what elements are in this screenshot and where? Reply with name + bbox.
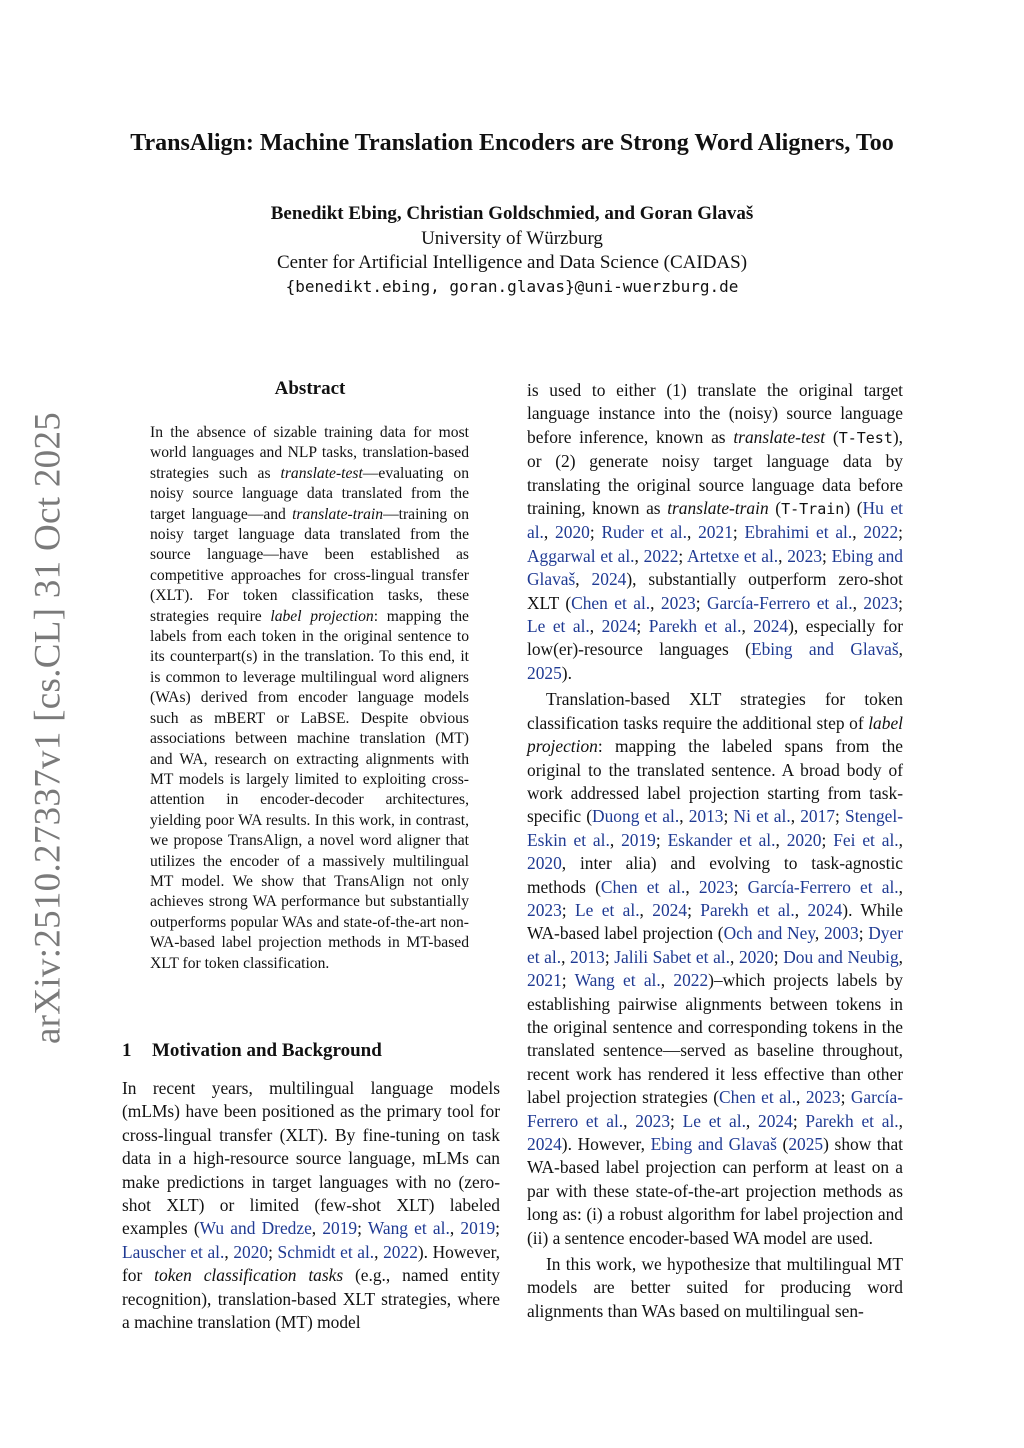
section-heading — [122, 1040, 382, 1062]
citation-link[interactable]: 2024 — [753, 616, 789, 637]
citation-link[interactable]: 2023 — [698, 876, 734, 897]
citation-link[interactable]: Och and Ney — [723, 923, 815, 944]
body-text: , — [575, 569, 592, 590]
citation-link[interactable]: 2020 — [786, 829, 822, 850]
citation-link[interactable]: García-Ferrero et al. — [527, 1087, 904, 1131]
body-text: ; — [732, 522, 745, 543]
body-text: , — [679, 806, 689, 827]
citation-link[interactable]: 2023 — [787, 545, 823, 566]
citation-link[interactable]: 2024 — [527, 1134, 562, 1154]
body-text: , — [589, 616, 602, 637]
body-text: ). However, for — [122, 1241, 501, 1286]
emphasis-text: token classification tasks — [154, 1265, 344, 1286]
body-text: , — [741, 616, 754, 637]
body-text: , inter alia) and evolving to task-agnostic methods ( — [527, 853, 903, 897]
right-paragraph-1 — [527, 379, 903, 685]
citation-link[interactable]: Fei et al. — [833, 829, 899, 850]
abstract-term: translate-test — [280, 464, 363, 482]
author-email: {benedikt.ebing, goran.glavas}@uni-wuerzburg.de — [285, 277, 739, 296]
citation-link[interactable]: 2021 — [698, 522, 733, 543]
citation-link[interactable]: Hu et al. — [527, 498, 903, 543]
abstract-text: —evaluating on noisy source language data translated from the target language—and — [150, 464, 469, 523]
body-text: , — [374, 1241, 384, 1262]
body-text: ; — [840, 1087, 851, 1108]
body-text: ), or (2) generate noisy target language data by translating the original source language data before training, known as — [527, 426, 904, 519]
affiliation-university: University of Würzburg — [421, 228, 603, 249]
body-text: ) show that WA-based label projection can perform at least on a par with these state-of-the-art projection methods as long as: (i) a robust algorithm for label projection and (ii) a sentence encoder-based WA model are used. — [527, 1134, 903, 1248]
body-text: ; — [835, 806, 846, 827]
body-text: (e.g., named entity recognition), translation-based XLT strategies, where a machine translation (MT) model — [122, 1265, 500, 1333]
citation-link[interactable]: 2023 — [805, 1087, 841, 1108]
body-text: is used to either (1) translate the original target language instance into the (noisy) source language before inference, known as — [527, 380, 903, 447]
body-text: , — [650, 592, 661, 613]
body-text: , — [794, 899, 808, 920]
body-text: , — [898, 1110, 904, 1131]
citation-link[interactable]: Stengel-Eskin et al. — [527, 806, 903, 850]
body-text: , — [639, 899, 653, 920]
body-text: , — [561, 946, 571, 967]
body-text: ; — [561, 970, 575, 991]
citation-link[interactable]: Jalili Sabet et al. — [614, 946, 730, 967]
body-text: : mapping the labeled spans from the original to the translated sentence. A broad body of work addressed label projection starting from task-specific ( — [527, 736, 903, 827]
body-text: ; — [589, 522, 602, 543]
citation-link[interactable]: Lauscher et al. — [122, 1241, 225, 1262]
body-text: , — [852, 522, 864, 543]
body-text: , — [790, 806, 801, 827]
affiliation-center: Center for Artificial Intelligence and Data Science (CAIDAS) — [276, 252, 748, 273]
body-text: ; — [604, 946, 615, 967]
citation-link[interactable]: 2019 — [322, 1218, 358, 1239]
abstract-text: In the absence of sizable training data for most world languages and NLP tasks, translation-based strategies such as — [150, 424, 469, 482]
body-text: , — [898, 639, 904, 660]
citation-link[interactable]: 2019 — [460, 1218, 496, 1239]
citation-link[interactable]: Dou and Neubig — [783, 946, 899, 967]
abstract-heading: Abstract — [274, 378, 346, 399]
citation-link[interactable]: 2019 — [621, 829, 656, 850]
body-text: , — [224, 1241, 234, 1262]
intro-paragraph — [122, 1077, 500, 1334]
body-text: , — [449, 1218, 461, 1239]
body-text: ; — [858, 923, 869, 944]
body-text: ; — [687, 899, 701, 920]
abstract-term: label projection — [270, 607, 374, 625]
body-text: ; — [357, 1218, 368, 1239]
emphasis-text: translate-train — [667, 498, 769, 519]
body-text: ; — [792, 1110, 806, 1131]
code-term: T-Train — [781, 500, 845, 519]
arxiv-identifier-text: arXiv:2510.27337v1 [cs.CL] 31 Oct 2025 — [27, 411, 69, 1045]
citation-link[interactable]: 2024 — [652, 899, 688, 920]
body-text: , — [814, 923, 824, 944]
abstract-text: —training on noisy target language data translated from the source language—have been established as competitive approaches for cross-lingual transfer (XLT). For token classification tasks, these strategies require — [150, 505, 469, 625]
citation-link[interactable]: Chen et al. — [719, 1087, 797, 1108]
citation-link[interactable]: 2024 — [758, 1110, 793, 1131]
body-text: ), substantially outperform zero-shot XLT ( — [527, 569, 903, 613]
citation-link[interactable]: 2025 — [527, 662, 562, 683]
right-paragraph-3: In this work, we hypothesize that multilingual MT models are better suited for producing word alignments than WAs based on multilingual sen- — [527, 1254, 903, 1321]
body-text: , — [898, 946, 904, 967]
citation-link[interactable]: 2013 — [570, 946, 605, 967]
body-text: , — [543, 522, 556, 543]
body-text: , — [796, 1087, 806, 1108]
body-text: , — [686, 522, 699, 543]
citation-link[interactable]: 2013 — [688, 806, 724, 827]
section-number: 1 — [122, 1040, 132, 1061]
citation-link[interactable]: 2020 — [233, 1241, 269, 1262]
citation-link[interactable]: Ebing and Glavaš — [527, 545, 904, 590]
citation-link[interactable]: 2022 — [863, 522, 899, 543]
body-text: Translation-based XLT strategies for token classification tasks require the additional step of — [527, 689, 903, 733]
citation-link[interactable]: 2023 — [527, 899, 562, 920]
citation-link[interactable]: 2020 — [527, 853, 562, 874]
citation-link[interactable]: García-Ferrero et al. — [747, 876, 899, 897]
body-text: ( — [768, 498, 782, 519]
body-text: ). However, — [561, 1134, 651, 1154]
body-text: In recent years, multilingual language models (mLMs) have been positioned as the primary tool for cross-lingual transfer (XLT). By fine-tuning on task data in a high-resource source language, mLMs can make predictions in target languages with no (zero-shot XLT) or limited (few-shot XLT) labeled examples ( — [122, 1078, 500, 1239]
body-text: )–which projects labels by establishing pairwise alignments between tokens in the original sentence and corresponding tokens in the translated sentence—served as baseline throughout, recent work has rendered it less effective than other label projection strategies ( — [527, 970, 903, 1108]
body-text: ) ( — [844, 498, 863, 519]
citation-link[interactable]: Wu and Dredze — [199, 1218, 312, 1239]
citation-link[interactable]: Le et al. — [575, 899, 640, 920]
body-text: , — [634, 545, 644, 566]
citation-link[interactable]: 2023 — [660, 592, 696, 613]
citation-link[interactable]: Artetxe et al. — [687, 545, 779, 566]
citation-link[interactable]: Duong et al. — [592, 806, 680, 827]
citation-link[interactable]: Le et al. — [682, 1110, 746, 1131]
citation-link[interactable]: 2017 — [800, 806, 836, 827]
body-text: ; — [898, 592, 903, 613]
abstract-text: : mapping the labels from each token in the original sentence to its counterpart(s) in the translation. To this end, it is common to leverage multilingual word aligners (WAs) derived from encoder language models such as mBERT or LaBSE. Despite obvious associations between machine translation (MT) and WA, research on extracting alignments with MT models is largely limited to exploiting cross-attention in encoder-decoder architectures, yielding poor WA results. In this work, in contrast, we propose TransAlign, a novel word aligner that utilizes the encoder of a massively multilingual MT model. We show that TransAlign not only achieves strong WA performance but substantially outperforms popular WAs and state-of-the-art non-WA-based label projection methods in MT-based XLT for token classification. — [150, 607, 469, 972]
body-text: , — [852, 592, 864, 613]
body-text: , — [898, 876, 903, 897]
citation-link[interactable]: 2020 — [738, 946, 774, 967]
citation-link[interactable]: Aggarwal et al. — [527, 545, 635, 566]
body-text: ; — [773, 946, 784, 967]
citation-link[interactable]: 2023 — [635, 1110, 671, 1131]
citation-link[interactable]: Chen et al. — [571, 592, 651, 613]
citation-link[interactable]: García-Ferrero et al. — [706, 592, 853, 613]
citation-link[interactable]: 2025 — [788, 1134, 824, 1154]
right-paragraph-2 — [527, 688, 903, 1250]
citation-link[interactable]: Eskander et al. — [667, 829, 776, 850]
body-text: ). While WA-based label projection ( — [527, 899, 903, 944]
citation-link[interactable]: Schmidt et al. — [277, 1241, 375, 1262]
body-text: , — [623, 1110, 636, 1131]
citation-link[interactable]: 2024 — [601, 616, 637, 637]
body-text: , — [660, 970, 674, 991]
body-text: ), especially for low(er)-resource languages ( — [527, 616, 903, 660]
citation-link[interactable]: 2023 — [863, 592, 899, 613]
body-text: ; — [495, 1218, 500, 1239]
body-text: ; — [695, 592, 707, 613]
body-text: , — [745, 1110, 759, 1131]
citation-link[interactable]: Parekh et al. — [700, 899, 795, 920]
body-text: ; — [561, 899, 575, 920]
citation-link[interactable]: Chen et al. — [600, 876, 686, 897]
citation-link[interactable]: Wang et al. — [367, 1218, 450, 1239]
body-text: , — [730, 946, 739, 967]
body-text: ; — [678, 545, 688, 566]
citation-link[interactable]: Dyer et al. — [527, 923, 904, 967]
citation-link[interactable]: Ebing and Glavaš — [750, 639, 899, 660]
citation-link[interactable]: 2003 — [823, 923, 859, 944]
body-text: ; — [733, 876, 748, 897]
paper-title: TransAlign: Machine Translation Encoders are Strong Word Aligners, Too — [130, 130, 894, 156]
citation-link[interactable]: 2022 — [643, 545, 679, 566]
citation-link[interactable]: Parekh et al. — [648, 616, 742, 637]
emphasis-text: label projection — [527, 712, 903, 757]
abstract-term: translate-train — [292, 505, 384, 523]
body-text: , — [609, 829, 622, 850]
body-text: ; — [821, 829, 834, 850]
arxiv-identifier — [18, 411, 78, 1045]
abstract-body — [150, 423, 469, 974]
code-term: T-Test — [838, 428, 893, 447]
right-column — [527, 379, 903, 1323]
citation-link[interactable]: Ebing and Glavaš — [650, 1134, 777, 1154]
body-text: , — [778, 545, 788, 566]
body-text: ; — [723, 806, 734, 827]
body-text: ; — [822, 545, 832, 566]
body-text: ; — [636, 616, 649, 637]
citation-link[interactable]: Ebrahimi et al. — [744, 522, 853, 543]
citation-link[interactable]: Ni et al. — [733, 806, 791, 827]
citation-link[interactable]: Wang et al. — [574, 970, 661, 991]
paper-authors: Benedikt Ebing, Christian Goldschmied, and Goran Glavaš — [270, 203, 754, 224]
body-text: , — [898, 829, 904, 850]
emphasis-text: translate-test — [733, 426, 826, 447]
citation-link[interactable]: 2024 — [807, 899, 843, 920]
citation-link[interactable]: 2020 — [555, 522, 590, 543]
citation-link[interactable]: Ruder et al. — [601, 522, 687, 543]
section-title: Motivation and Background — [152, 1040, 382, 1061]
body-text: ). — [561, 662, 572, 683]
body-text: ; — [268, 1241, 278, 1262]
citation-link[interactable]: Parekh et al. — [805, 1110, 899, 1131]
body-text: ( — [825, 426, 839, 447]
citation-link[interactable]: Le et al. — [527, 616, 590, 637]
citation-link[interactable]: 2024 — [591, 569, 627, 590]
body-text: ( — [776, 1134, 789, 1154]
body-text: , — [311, 1218, 323, 1239]
body-text: ; — [898, 522, 904, 543]
citation-link[interactable]: 2021 — [527, 970, 562, 991]
body-text: ; — [670, 1110, 683, 1131]
body-text: ; — [655, 829, 668, 850]
body-text: , — [775, 829, 787, 850]
citation-link[interactable]: 2022 — [673, 970, 709, 991]
body-text: , — [685, 876, 699, 897]
citation-link[interactable]: 2022 — [383, 1241, 418, 1262]
